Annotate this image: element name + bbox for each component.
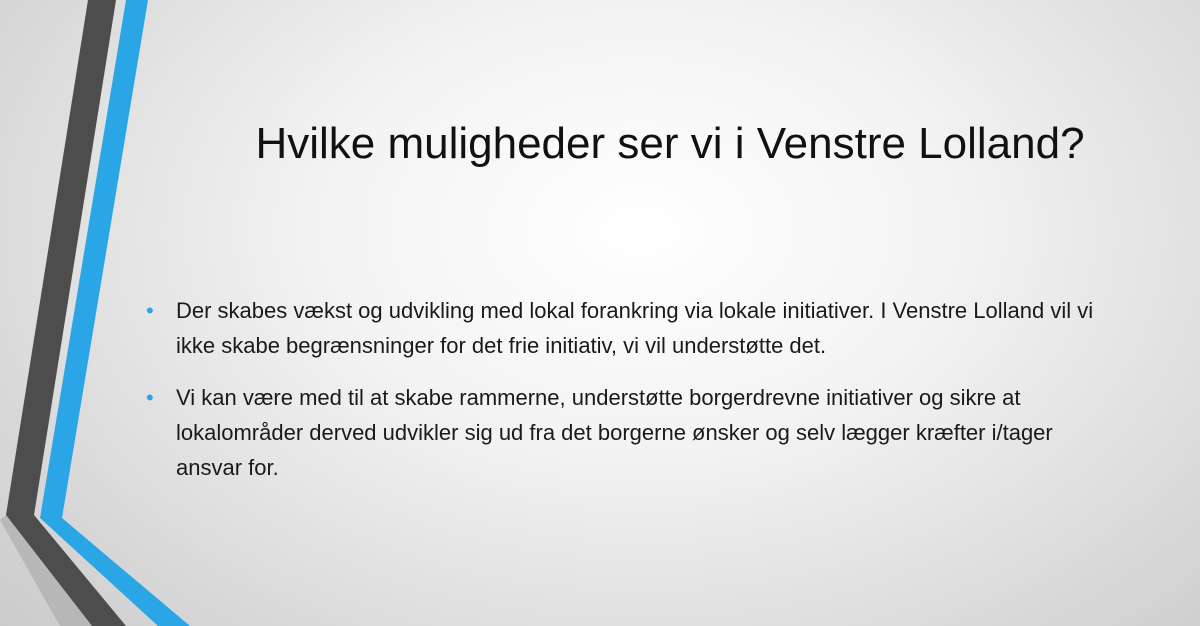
slide-title: Hvilke muligheder ser vi i Venstre Lolland? (255, 119, 1085, 168)
bullet-item (146, 293, 1106, 363)
bullet-text: Der skabes vækst og udvikling med lokal forankring via lokale initiativer. I Venstre Lolland vil vi ikke skabe begrænsninger for det frie initiativ, vi vil understøtte det. (176, 298, 1094, 358)
bullet-item (146, 380, 1106, 485)
bullet-point-icon: • (146, 298, 154, 323)
bullet-list (146, 293, 1106, 502)
bullet-point-icon: • (146, 385, 154, 410)
bullet-text: Vi kan være med til at skabe rammerne, understøtte borgerdrevne initiativer og sikre at lokalområder derved udvikler sig ud fra det borgerne ønsker og selv lægger kræfter i/tager ansvar for. (176, 385, 1053, 480)
